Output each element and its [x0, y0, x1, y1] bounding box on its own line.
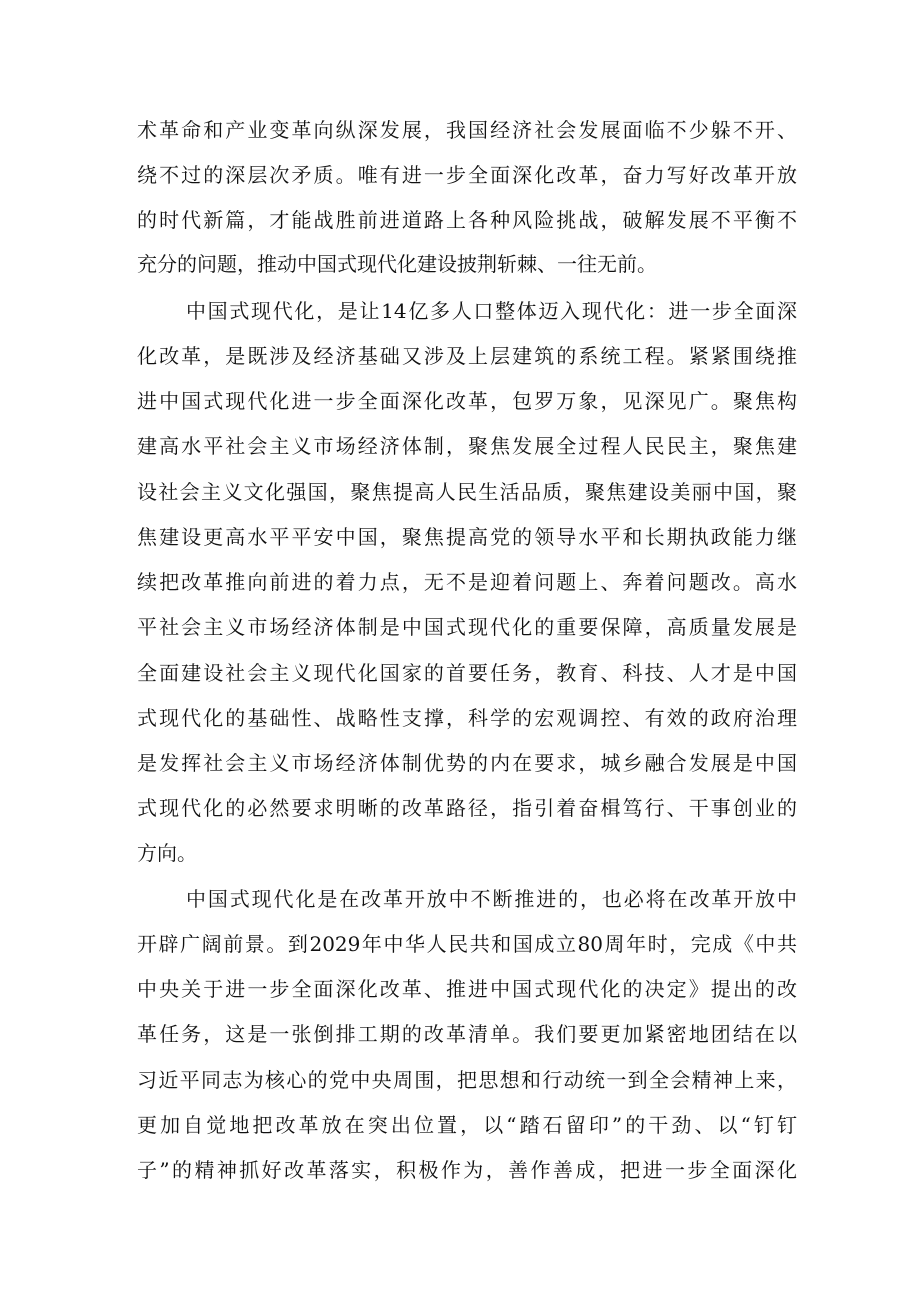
- paragraph-2-line-6: 焦建设更高水平平安中国，聚焦提高党的领导水平和长期执政能力继: [137, 525, 797, 549]
- paragraph-3-line-5: 习近平同志为核心的党中央周围，把思想和行动统一到全会精神上来，: [137, 1068, 797, 1092]
- paragraph-2-line-11: 是发挥社会主义市场经济体制优势的内在要求，城乡融合发展是中国: [137, 751, 797, 775]
- paragraph-2-line-13: 方向。: [137, 841, 197, 865]
- paragraph-2-line-3: 进中国式现代化进一步全面深化改革，包罗万象，见深见广。聚焦构: [137, 389, 797, 413]
- paragraph-3-line-6: 更加自觉地把改革放在突出位置，以“踏石留印”的干劲、以“钉钉: [137, 1113, 797, 1137]
- paragraph-3-line-2: 开辟广阔前景。到2029年中华人民共和国成立80周年时，完成《中共: [137, 932, 797, 956]
- paragraph-3-line-1: 中国式现代化是在改革开放中不断推进的，也必将在改革开放中: [186, 887, 797, 911]
- paragraph-2-line-10: 式现代化的基础性、战略性支撑，科学的宏观调控、有效的政府治理: [137, 706, 797, 730]
- paragraph-3-line-7: 子”的精神抓好改革落实，积极作为，善作善成，把进一步全面深化: [137, 1158, 797, 1182]
- paragraph-1-line-2: 绕不过的深层次矛质。唯有进一步全面深化改革，奋力写好改革开放: [137, 163, 797, 187]
- paragraph-1-line-4: 充分的问题，推动中国式现代化建设披荆斩棘、一往无前。: [137, 252, 657, 276]
- paragraph-2-line-5: 设社会主义文化强国，聚焦提高人民生活品质，聚焦建设美丽中国，聚: [137, 480, 797, 504]
- paragraph-2-line-12: 式现代化的必然要求明晰的改革路径，指引着奋楫笃行、干事创业的: [137, 796, 797, 820]
- paragraph-3-line-3: 中央关于进一步全面深化改革、推进中国式现代化的决定》提出的改: [137, 977, 797, 1001]
- paragraph-1-line-1: 术革命和产业变革向纵深发展，我国经济社会发展面临不少躲不开、: [137, 118, 797, 142]
- paragraph-1-line-3: 的时代新篇，才能战胜前进道路上各种风险挑战，破解发展不平衡不: [137, 208, 797, 232]
- paragraph-2-line-9: 全面建设社会主义现代化国家的首要任务，教育、科技、人才是中国: [137, 661, 797, 685]
- paragraph-3-line-4: 革任务，这是一张倒排工期的改革清单。我们要更加紧密地团结在以: [137, 1022, 797, 1046]
- paragraph-2-line-1: 中国式现代化，是让14亿多人口整体迈入现代化：进一步全面深: [186, 299, 797, 323]
- paragraph-2-line-2: 化改革，是既涉及经济基础又涉及上层建筑的系统工程。紧紧围绕推: [137, 344, 797, 368]
- paragraph-2-line-4: 建高水平社会主义市场经济体制，聚焦发展全过程人民民主，聚焦建: [137, 434, 797, 458]
- paragraph-2-line-7: 续把改革推向前进的着力点，无不是迎着问题上、奔着问题改。高水: [137, 570, 797, 594]
- paragraph-2-line-8: 平社会主义市场经济体制是中国式现代化的重要保障，高质量发展是: [137, 615, 797, 639]
